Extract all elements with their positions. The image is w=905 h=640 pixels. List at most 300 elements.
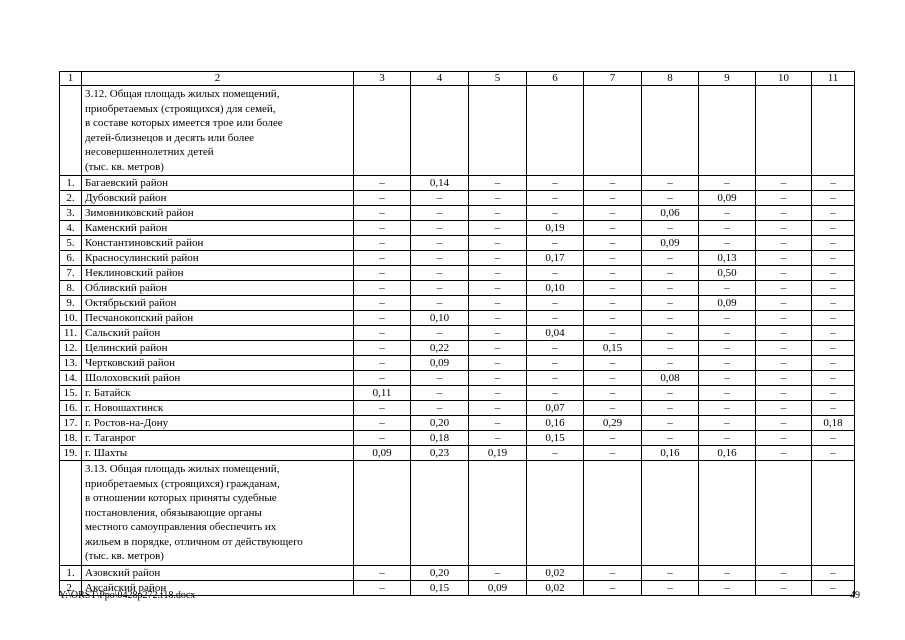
value-cell: – [411,371,469,386]
value-cell: – [584,431,642,446]
row-number: 7. [60,266,82,281]
value-cell: – [584,191,642,206]
value-cell: – [756,266,812,281]
table-row [60,296,855,311]
district-name: г. Шахты [82,446,354,461]
value-cell: – [642,281,699,296]
value-cell: – [812,251,855,266]
value-cell: – [527,206,584,221]
column-number: 9 [699,72,756,86]
value-cell: – [812,191,855,206]
value-cell: 0,29 [584,416,642,431]
value-cell: – [812,431,855,446]
value-cell: – [584,386,642,401]
column-number: 3 [354,72,411,86]
district-name: Каменский район [82,221,354,236]
empty-cell [469,461,527,566]
value-cell: – [642,431,699,446]
value-cell: – [812,565,855,580]
value-cell: – [411,221,469,236]
value-cell: 0,15 [411,580,469,595]
value-cell: – [469,191,527,206]
value-cell: – [812,236,855,251]
value-cell: 0,19 [527,221,584,236]
value-cell: – [354,236,411,251]
value-cell: – [354,191,411,206]
value-cell: 0,15 [584,341,642,356]
empty-cell [469,86,527,176]
value-cell: – [642,356,699,371]
value-cell: – [699,580,756,595]
value-cell: – [584,446,642,461]
value-cell: – [756,281,812,296]
empty-cell [812,86,855,176]
value-cell: – [756,341,812,356]
table-row [60,236,855,251]
section-title-line: жильем в порядке, отличном от действующего [85,535,303,548]
value-cell: – [527,356,584,371]
value-cell: 0,02 [527,565,584,580]
column-number: 1 [60,72,82,86]
value-cell: 0,02 [527,580,584,595]
value-cell: – [699,221,756,236]
section-title-line: (тыс. кв. метров) [85,160,164,173]
value-cell: – [584,311,642,326]
value-cell: – [642,176,699,191]
row-number: 6. [60,251,82,266]
section-title-line: в отношении которых приняты судебные [85,492,277,504]
value-cell: – [756,191,812,206]
section-title-line: местного самоуправления обеспечить их [85,521,277,533]
value-cell: 0,18 [812,416,855,431]
value-cell: – [812,401,855,416]
value-cell: – [812,326,855,341]
value-cell: – [527,386,584,401]
value-cell: – [756,401,812,416]
value-cell: – [756,431,812,446]
value-cell: – [756,386,812,401]
table-row [60,206,855,221]
value-cell: – [699,356,756,371]
value-cell: – [756,565,812,580]
value-cell: – [642,191,699,206]
row-number: 2. [60,580,82,595]
value-cell: – [756,296,812,311]
table-body [60,72,855,596]
section-title-row [60,461,855,566]
value-cell: – [527,236,584,251]
value-cell: – [699,206,756,221]
column-number: 4 [411,72,469,86]
district-name: Багаевский район [82,176,354,191]
value-cell: – [469,401,527,416]
value-cell: – [354,251,411,266]
document-path: Y:\ORST\Ppo\0428p272.f18.docx [59,590,196,601]
value-cell: – [584,371,642,386]
column-number-row [60,72,855,86]
column-number: 11 [812,72,855,86]
value-cell: – [411,386,469,401]
value-cell: – [584,401,642,416]
value-cell: – [699,311,756,326]
value-cell: – [642,580,699,595]
district-name: Аксайский район [82,580,354,595]
value-cell: – [584,565,642,580]
value-cell: – [756,311,812,326]
value-cell: – [469,431,527,446]
row-number: 1. [60,565,82,580]
empty-cell [812,461,855,566]
value-cell: – [642,311,699,326]
value-cell: – [354,431,411,446]
value-cell: 0,13 [699,251,756,266]
table-row [60,326,855,341]
empty-cell [354,461,411,566]
column-number: 10 [756,72,812,86]
section-title-line: детей-близнецов и десять или более [85,131,254,144]
row-number: 17. [60,416,82,431]
value-cell: 0,09 [642,236,699,251]
empty-cell [527,86,584,176]
row-number: 10. [60,311,82,326]
value-cell: – [756,416,812,431]
value-cell: – [642,386,699,401]
value-cell: – [527,371,584,386]
empty-cell [642,86,699,176]
row-number: 3. [60,206,82,221]
value-cell: – [469,356,527,371]
value-cell: 0,19 [469,446,527,461]
empty-cell [584,86,642,176]
value-cell: – [354,580,411,595]
section-title-line: в составе которых имеется трое или более [85,117,283,129]
value-cell: – [527,191,584,206]
table-row [60,446,855,461]
empty-cell [527,461,584,566]
value-cell: – [584,296,642,311]
value-cell: 0,50 [699,266,756,281]
section-title-line: постановления, обязывающие органы [85,506,262,519]
value-cell: – [411,326,469,341]
district-name: Песчанокопский район [82,311,354,326]
section-title-line: приобретаемых (строящихся) гражданам, [85,477,280,490]
value-cell: – [699,371,756,386]
value-cell: – [699,565,756,580]
value-cell: 0,09 [699,191,756,206]
column-number: 6 [527,72,584,86]
value-cell: – [812,386,855,401]
value-cell: 0,16 [699,446,756,461]
value-cell: – [812,296,855,311]
value-cell: – [354,266,411,281]
row-number: 2. [60,191,82,206]
value-cell: – [756,356,812,371]
district-name: Константиновский район [82,236,354,251]
value-cell: – [469,326,527,341]
value-cell: – [812,446,855,461]
row-number: 18. [60,431,82,446]
value-cell: – [527,176,584,191]
column-number: 2 [82,72,354,86]
value-cell: – [812,371,855,386]
value-cell: – [642,326,699,341]
table-row [60,191,855,206]
table-row [60,221,855,236]
row-number: 19. [60,446,82,461]
value-cell: 0,09 [469,580,527,595]
row-number: 12. [60,341,82,356]
value-cell: – [584,176,642,191]
district-name: Азовский район [82,565,354,580]
value-cell: – [584,281,642,296]
value-cell: – [584,326,642,341]
district-name: Красносулинский район [82,251,354,266]
section-title-line: 3.13. Общая площадь жилых помещений, [85,463,280,475]
row-number: 5. [60,236,82,251]
row-number: 8. [60,281,82,296]
value-cell: 0,04 [527,326,584,341]
column-number: 7 [584,72,642,86]
value-cell: 0,16 [527,416,584,431]
value-cell: – [354,401,411,416]
value-cell: – [756,580,812,595]
value-cell: 0,10 [411,311,469,326]
value-cell: 0,20 [411,416,469,431]
empty-cell [411,86,469,176]
value-cell: – [699,236,756,251]
table-row [60,371,855,386]
value-cell: – [411,251,469,266]
row-number: 11. [60,326,82,341]
value-cell: – [469,296,527,311]
value-cell: – [642,266,699,281]
value-cell: – [584,221,642,236]
section-title-line: (тыс. кв. метров) [85,550,164,562]
empty-cell [756,461,812,566]
value-cell: 0,09 [411,356,469,371]
value-cell: – [812,341,855,356]
value-cell: – [699,281,756,296]
value-cell: – [469,386,527,401]
table-row [60,401,855,416]
value-cell: – [642,221,699,236]
table-row [60,341,855,356]
section-number-cell [60,86,82,176]
value-cell: – [411,236,469,251]
value-cell: – [354,356,411,371]
value-cell: – [642,296,699,311]
value-cell: – [354,311,411,326]
table-row [60,311,855,326]
value-cell: – [469,281,527,296]
value-cell: – [642,401,699,416]
value-cell: – [354,565,411,580]
value-cell: – [642,416,699,431]
value-cell: 0,15 [527,431,584,446]
value-cell: – [469,341,527,356]
value-cell: – [812,311,855,326]
value-cell: – [756,371,812,386]
value-cell: – [469,565,527,580]
district-name: Дубовский район [82,191,354,206]
district-name: г. Новошахтинск [82,401,354,416]
value-cell: 0,17 [527,251,584,266]
empty-cell [411,461,469,566]
value-cell: 0,14 [411,176,469,191]
data-table [59,71,855,596]
value-cell: – [584,356,642,371]
value-cell: – [756,206,812,221]
value-cell: – [642,251,699,266]
row-number: 9. [60,296,82,311]
value-cell: – [812,580,855,595]
value-cell: – [469,221,527,236]
value-cell: 0,20 [411,565,469,580]
value-cell: 0,07 [527,401,584,416]
value-cell: – [756,251,812,266]
value-cell: – [812,221,855,236]
table-row [60,431,855,446]
table-row [60,416,855,431]
table-row [60,176,855,191]
value-cell: – [354,296,411,311]
value-cell: – [699,401,756,416]
value-cell: 0,16 [642,446,699,461]
value-cell: – [756,176,812,191]
value-cell: 0,09 [699,296,756,311]
value-cell: – [527,446,584,461]
value-cell: 0,08 [642,371,699,386]
value-cell: – [756,326,812,341]
empty-cell [642,461,699,566]
empty-cell [756,86,812,176]
empty-cell [699,86,756,176]
value-cell: – [699,386,756,401]
district-name: Обливский район [82,281,354,296]
district-name: г. Таганрог [82,431,354,446]
table-row [60,356,855,371]
value-cell: – [642,341,699,356]
value-cell: – [411,206,469,221]
page-number: 49 [850,590,860,601]
district-name: г. Батайск [82,386,354,401]
value-cell: – [584,251,642,266]
value-cell: – [469,416,527,431]
district-name: Шолоховский район [82,371,354,386]
value-cell: – [411,281,469,296]
district-name: Зимовниковский район [82,206,354,221]
table-row [60,266,855,281]
value-cell: – [642,565,699,580]
district-name: Неклиновский район [82,266,354,281]
column-number: 8 [642,72,699,86]
district-name: Октябрьский район [82,296,354,311]
value-cell: – [469,371,527,386]
row-number: 15. [60,386,82,401]
value-cell: – [527,296,584,311]
value-cell: – [411,401,469,416]
value-cell: 0,11 [354,386,411,401]
district-name: Сальский район [82,326,354,341]
table-row [60,565,855,580]
value-cell: – [354,206,411,221]
value-cell: – [699,416,756,431]
section-title [82,461,354,566]
row-number: 4. [60,221,82,236]
value-cell: – [354,341,411,356]
section-title-line: приобретаемых (строящихся) для семей, [85,102,276,115]
value-cell: – [527,311,584,326]
value-cell: – [527,341,584,356]
table-row [60,281,855,296]
value-cell: – [469,206,527,221]
value-cell: – [584,580,642,595]
value-cell: 0,23 [411,446,469,461]
value-cell: – [699,176,756,191]
section-number-cell [60,461,82,566]
value-cell: 0,09 [354,446,411,461]
row-number: 16. [60,401,82,416]
value-cell: 0,18 [411,431,469,446]
value-cell: – [756,446,812,461]
empty-cell [354,86,411,176]
value-cell: – [469,251,527,266]
value-cell: – [584,236,642,251]
row-number: 13. [60,356,82,371]
value-cell: – [812,266,855,281]
table-row [60,386,855,401]
value-cell: – [756,221,812,236]
value-cell: – [354,371,411,386]
district-name: Целинский район [82,341,354,356]
value-cell: – [812,176,855,191]
column-number: 5 [469,72,527,86]
value-cell: – [354,326,411,341]
value-cell: 0,22 [411,341,469,356]
row-number: 1. [60,176,82,191]
value-cell: – [699,431,756,446]
section-title-line: несовершеннолетних детей [85,146,214,158]
value-cell: – [812,206,855,221]
value-cell: – [699,341,756,356]
value-cell: – [812,356,855,371]
value-cell: 0,06 [642,206,699,221]
value-cell: – [354,416,411,431]
value-cell: – [756,236,812,251]
value-cell: – [469,236,527,251]
value-cell: – [411,191,469,206]
value-cell: – [469,266,527,281]
value-cell: – [584,206,642,221]
district-name: Чертковский район [82,356,354,371]
row-number: 14. [60,371,82,386]
section-title-row [60,86,855,176]
table-row [60,251,855,266]
value-cell: – [469,311,527,326]
value-cell: 0,10 [527,281,584,296]
value-cell: – [354,281,411,296]
value-cell: – [699,326,756,341]
value-cell: – [354,221,411,236]
value-cell: – [812,281,855,296]
value-cell: – [527,266,584,281]
section-title-line: 3.12. Общая площадь жилых помещений, [85,88,280,100]
value-cell: – [354,176,411,191]
section-title [82,86,354,176]
district-name: г. Ростов-на-Дону [82,416,354,431]
value-cell: – [411,266,469,281]
value-cell: – [411,296,469,311]
